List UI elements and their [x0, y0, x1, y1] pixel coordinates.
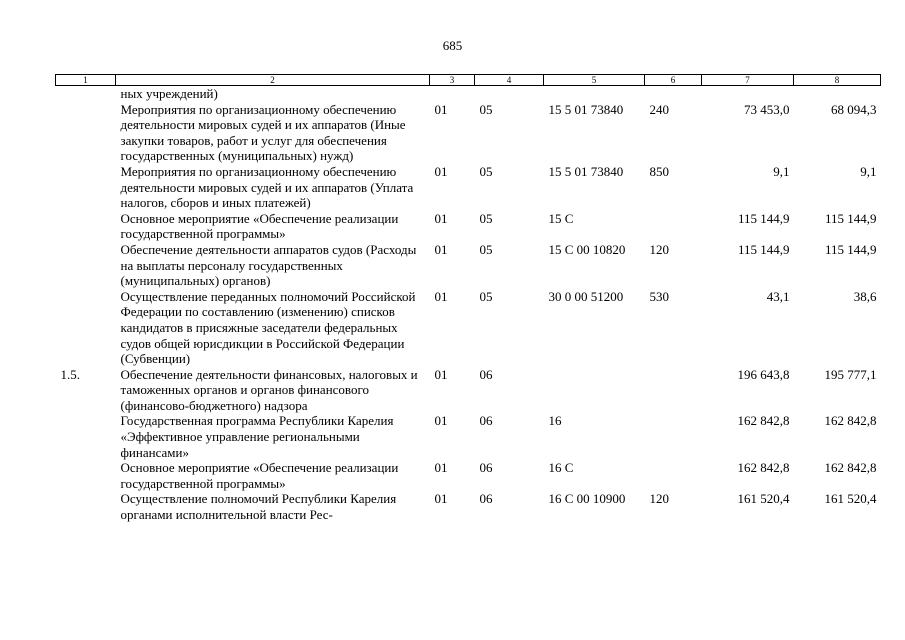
- row-amount-2: 162 842,8: [824, 413, 877, 429]
- row-section: 01: [434, 163, 448, 179]
- table-row: [56, 242, 881, 289]
- row-target-article: [544, 86, 645, 102]
- row-amount-2: 161 520,4: [824, 491, 877, 507]
- row-target-article: 16: [548, 413, 562, 429]
- row-number: [56, 413, 116, 460]
- table-row: [56, 367, 881, 414]
- column-header-2: 2: [116, 75, 430, 86]
- row-name: Обеспечение деятельности финансовых, налоговых и таможенных органов и органов финансового (финансово-бюджетного) надзора: [120, 366, 418, 413]
- row-subsection: 05: [479, 210, 493, 226]
- column-header-4: 4: [475, 75, 544, 86]
- row-name: Основное мероприятие «Обеспечение реализации государственной программы»: [120, 460, 399, 491]
- row-amount-2: 195 777,1: [824, 366, 877, 382]
- row-expense-type: [645, 86, 702, 102]
- row-amount-1: 9,1: [773, 163, 790, 179]
- row-subsection: 05: [479, 288, 493, 304]
- row-section: 01: [434, 241, 448, 257]
- row-expense-type: 240: [649, 101, 669, 117]
- row-subsection: 05: [479, 241, 493, 257]
- row-name: Обеспечение деятельности аппаратов судов (Расходы на выплаты персоналу государственных (муниципальных) органов): [120, 241, 417, 289]
- row-number: [56, 86, 116, 102]
- row-amount-1: 43,1: [766, 288, 790, 304]
- table-row: [56, 413, 881, 460]
- row-section: 01: [434, 210, 448, 226]
- table-row: [56, 460, 881, 491]
- table-row: [56, 491, 881, 522]
- row-subsection: 05: [479, 163, 493, 179]
- row-number: 1.5.: [60, 366, 80, 382]
- column-header-3: 3: [430, 75, 475, 86]
- column-header-7: 7: [702, 75, 794, 86]
- row-target-article: 15 С: [548, 210, 574, 226]
- row-subsection: 06: [479, 413, 493, 429]
- row-name: Осуществление полномочий Республики Карелия органами исполнительной власти Рес-: [120, 491, 397, 523]
- row-number: [56, 102, 116, 164]
- row-amount-1: [702, 86, 794, 102]
- table-row: [56, 86, 881, 102]
- row-number: [56, 211, 116, 242]
- row-name: Мероприятия по организационному обеспечению деятельности мировых судей и их аппаратов (Иные закупки товаров, работ и услуг для обеспечения государственных (муниципальных) нужд): [120, 101, 406, 164]
- column-header-1: 1: [56, 75, 116, 86]
- row-expense-type: 850: [649, 163, 669, 179]
- row-expense-type: 120: [649, 491, 669, 507]
- row-subsection: 06: [479, 491, 493, 507]
- row-subsection: 06: [479, 366, 493, 382]
- row-target-article: 15 С 00 10820: [548, 241, 626, 257]
- table-row: [56, 211, 881, 242]
- row-target-article: 30 0 00 51200: [548, 288, 624, 304]
- row-amount-2: 115 144,9: [824, 210, 877, 226]
- column-header-8: 8: [794, 75, 881, 86]
- row-section: [430, 86, 475, 102]
- budget-table: [55, 74, 881, 523]
- row-amount-2: 38,6: [853, 288, 877, 304]
- row-section: 01: [434, 288, 448, 304]
- row-number: [56, 242, 116, 289]
- table-row: [56, 289, 881, 367]
- column-number-row: [56, 75, 881, 86]
- row-section: 01: [434, 101, 448, 117]
- row-amount-1: 161 520,4: [737, 491, 790, 507]
- row-amount-2: 9,1: [860, 163, 877, 179]
- row-number: [56, 289, 116, 367]
- row-subsection: [475, 86, 544, 102]
- row-amount-1: 115 144,9: [737, 241, 790, 257]
- table-row: [56, 164, 881, 211]
- row-expense-type: [645, 460, 702, 491]
- row-section: 01: [434, 491, 448, 507]
- column-header-6: 6: [645, 75, 702, 86]
- row-expense-type: 120: [649, 241, 669, 257]
- row-name: Основное мероприятие «Обеспечение реализации государственной программы»: [120, 210, 399, 242]
- row-target-article: [544, 367, 645, 414]
- column-header-5: 5: [544, 75, 645, 86]
- row-section: 01: [434, 366, 448, 382]
- row-name: Осуществление переданных полномочий Российской Федерации по составлению (изменению) списков кандидатов в присяжные заседатели федеральных судов общей юрисдикции в Российской Федерации (Субвенции): [120, 288, 416, 367]
- table-row: [56, 102, 881, 164]
- row-amount-2: 115 144,9: [824, 241, 877, 257]
- row-amount-1: 162 842,8: [737, 460, 790, 476]
- row-expense-type: 530: [649, 288, 669, 304]
- row-amount-2: [794, 86, 881, 102]
- row-target-article: 15 5 01 73840: [548, 163, 624, 179]
- row-amount-2: 162 842,8: [824, 460, 877, 476]
- row-subsection: 05: [479, 101, 493, 117]
- row-target-article: 15 5 01 73840: [548, 101, 624, 117]
- row-number: [56, 460, 116, 491]
- row-target-article: 16 С: [548, 460, 574, 476]
- row-amount-1: 115 144,9: [737, 210, 790, 226]
- row-section: 01: [434, 413, 448, 429]
- page-number: 685: [442, 38, 463, 53]
- row-amount-1: 196 643,8: [737, 366, 790, 382]
- row-section: 01: [434, 460, 448, 476]
- row-expense-type: [645, 413, 702, 460]
- row-amount-2: 68 094,3: [831, 101, 877, 117]
- row-amount-1: 73 453,0: [744, 101, 790, 117]
- row-subsection: 06: [479, 460, 493, 476]
- row-number: [56, 164, 116, 211]
- row-expense-type: [645, 211, 702, 242]
- row-number: [56, 491, 116, 522]
- row-amount-1: 162 842,8: [737, 413, 790, 429]
- row-expense-type: [645, 367, 702, 414]
- row-name: Государственная программа Республики Карелия «Эффективное управление региональными финансами»: [120, 413, 394, 460]
- row-target-article: 16 С 00 10900: [548, 491, 626, 507]
- row-name: ных учреждений): [120, 86, 218, 101]
- row-name: Мероприятия по организационному обеспечению деятельности мировых судей и их аппаратов (Уплата налогов, сборов и иных платежей): [120, 163, 414, 211]
